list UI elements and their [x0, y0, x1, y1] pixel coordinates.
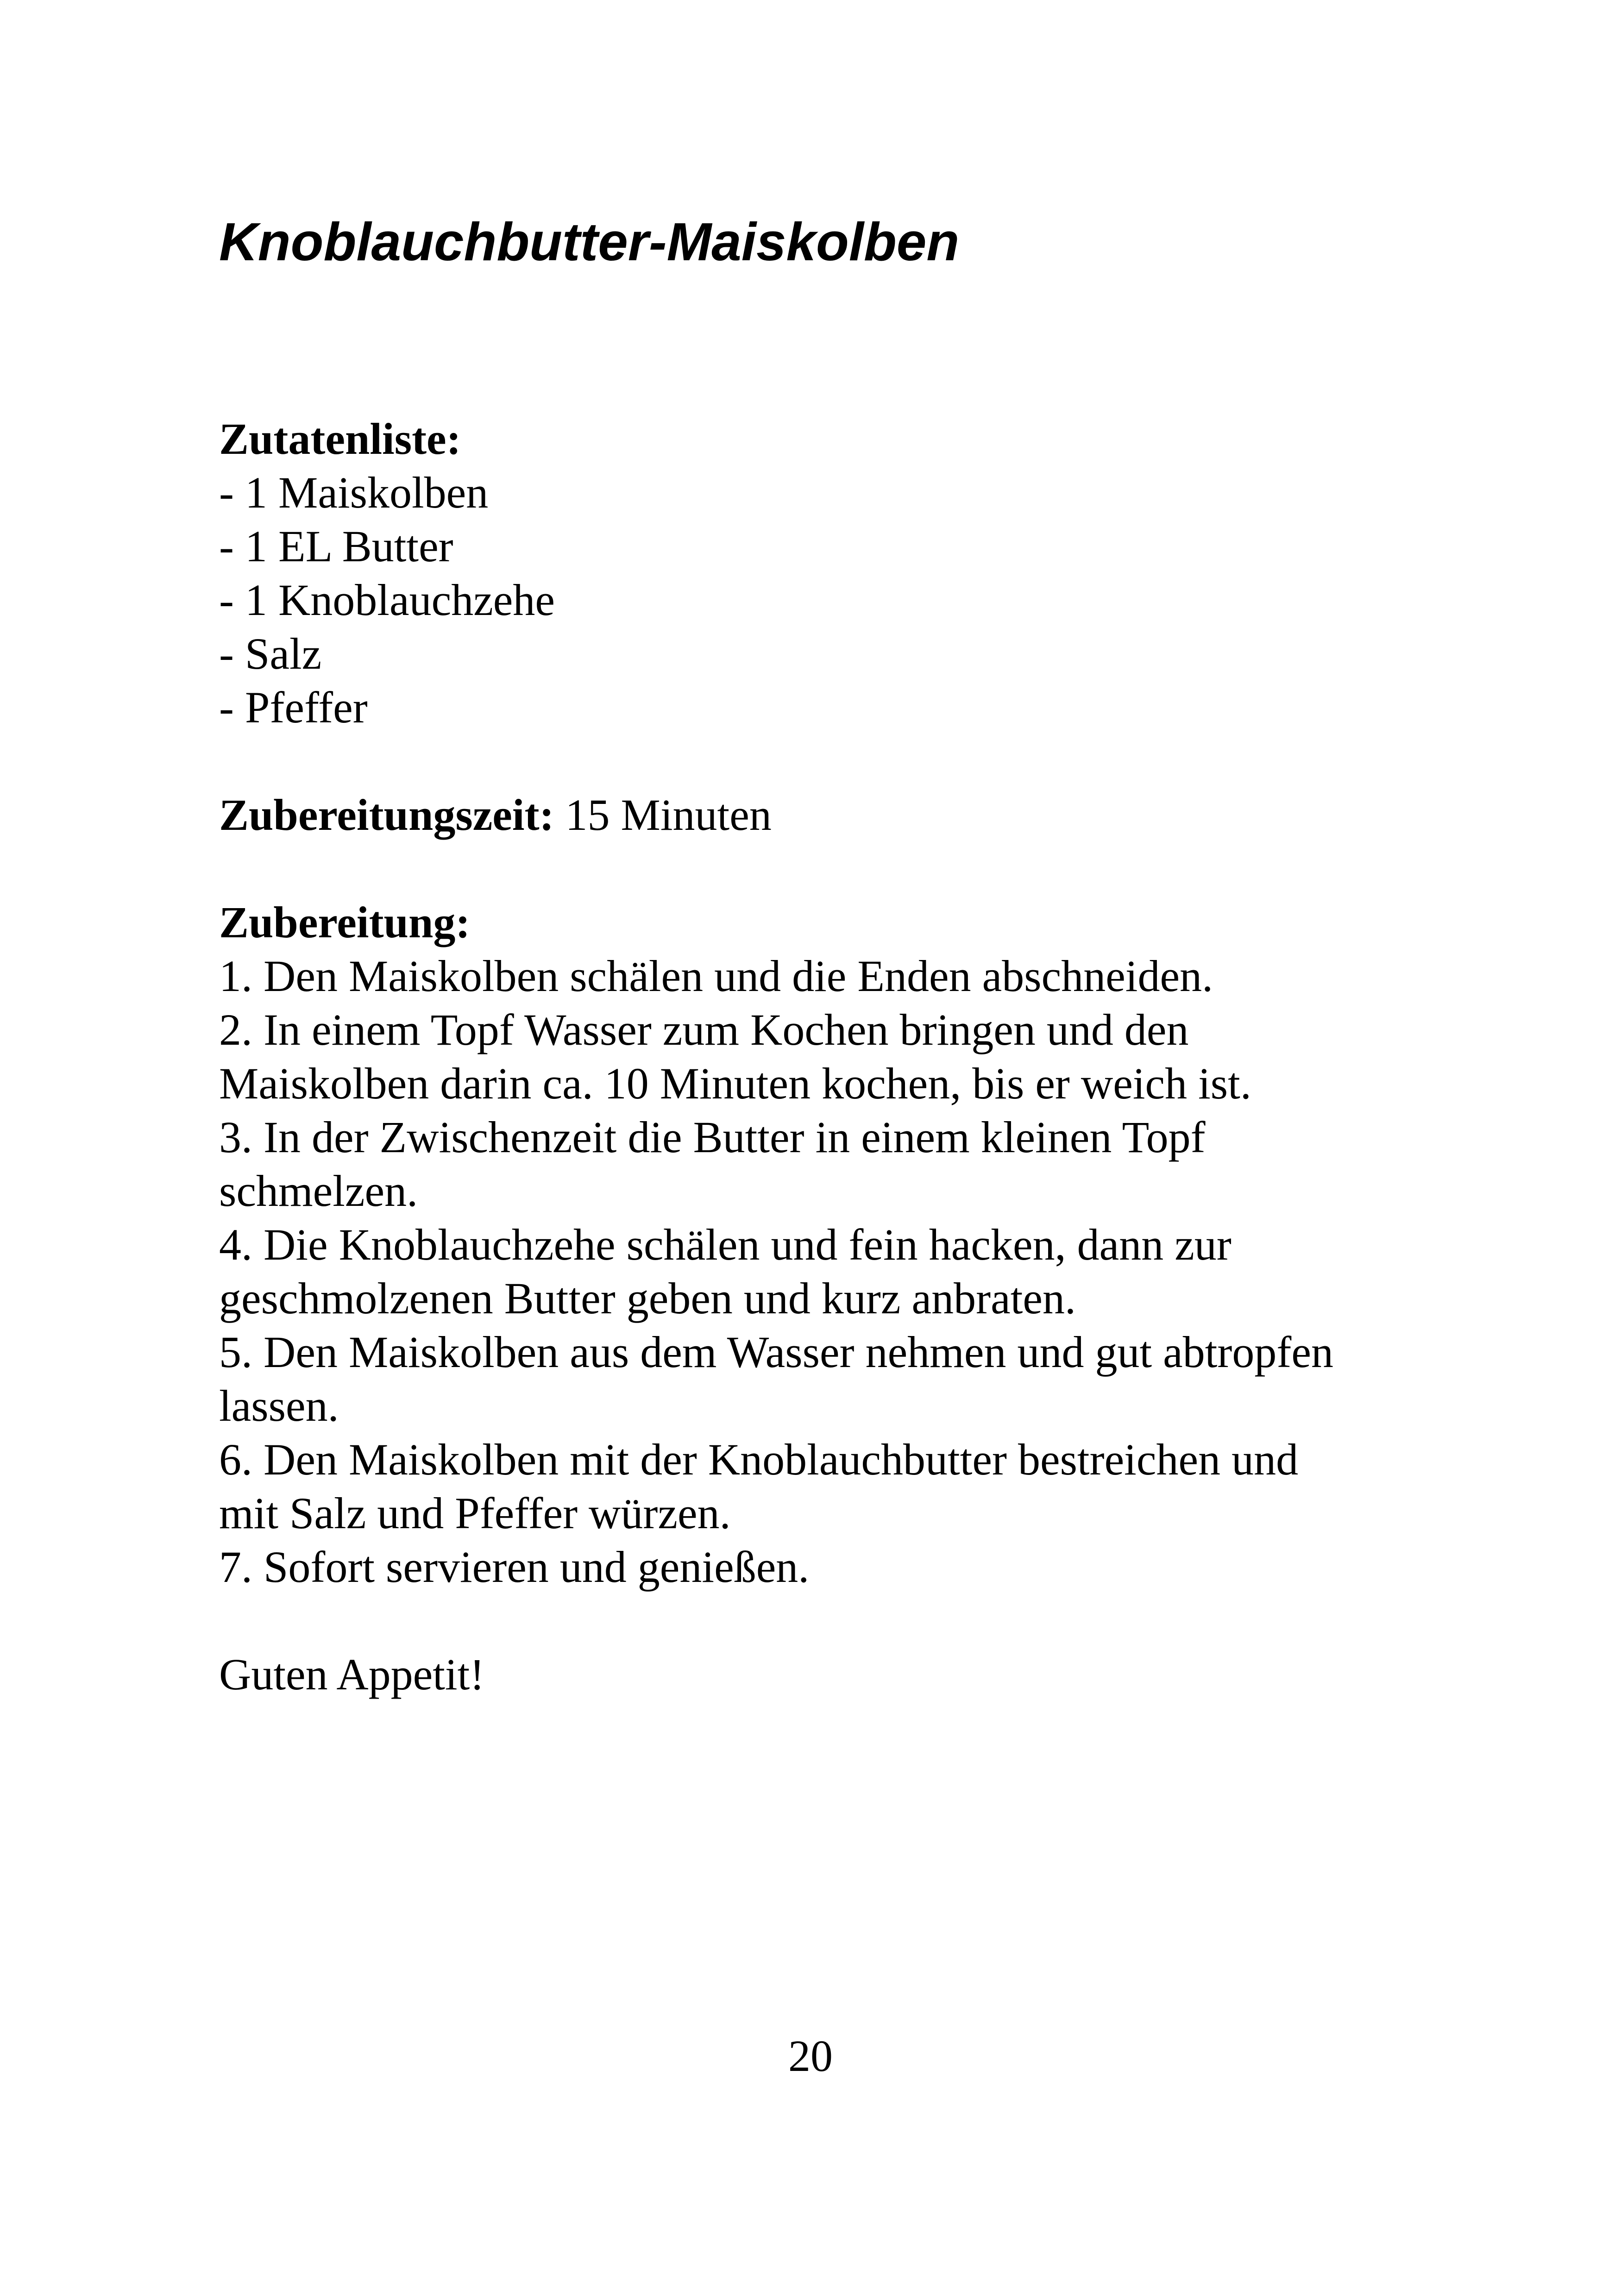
ingredient-item: - 1 Maiskolben	[219, 468, 489, 517]
preparation-line: mit Salz und Pfeffer würzen.	[219, 1488, 731, 1538]
preparation-line: Maiskolben darin ca. 10 Minuten kochen, bis er weich ist.	[219, 1059, 1251, 1108]
spacer	[219, 1594, 1423, 1648]
preparation-line: 5. Den Maiskolben aus dem Wasser nehmen und gut abtropfen	[219, 1327, 1333, 1377]
ingredients-heading: Zutatenliste:	[219, 414, 461, 464]
ingredient-item: - 1 EL Butter	[219, 521, 453, 571]
preparation-heading: Zubereitung:	[219, 897, 471, 947]
page-number: 20	[788, 2031, 833, 2081]
ingredient-item: - Pfeffer	[219, 683, 368, 732]
recipe-body	[219, 412, 1423, 1701]
prep-time-label: Zubereitungszeit:	[219, 790, 554, 840]
preparation-line: 6. Den Maiskolben mit der Knoblauchbutter bestreichen und	[219, 1435, 1299, 1484]
recipe-title: Knoblauchbutter-Maiskolben	[219, 212, 960, 272]
ingredient-item: - 1 Knoblauchzehe	[219, 575, 555, 625]
prep-time-value: 15 Minuten	[554, 790, 772, 840]
preparation-line: lassen.	[219, 1381, 339, 1430]
preparation-line: 7. Sofort servieren und genießen.	[219, 1542, 810, 1592]
ingredient-item: - Salz	[219, 629, 322, 678]
prep-time-line	[219, 788, 1423, 842]
preparation-line: 3. In der Zwischenzeit die Butter in einem kleinen Topf	[219, 1112, 1206, 1162]
preparation-line: 2. In einem Topf Wasser zum Kochen bringen und den	[219, 1005, 1189, 1054]
preparation-line: schmelzen.	[219, 1166, 418, 1216]
spacer	[219, 734, 1423, 788]
closing-text: Guten Appetit!	[219, 1650, 485, 1699]
spacer	[219, 842, 1423, 896]
preparation-line: 1. Den Maiskolben schälen und die Enden abschneiden.	[219, 951, 1213, 1001]
preparation-line: 4. Die Knoblauchzehe schälen und fein hacken, dann zur	[219, 1220, 1231, 1269]
preparation-line: geschmolzenen Butter geben und kurz anbraten.	[219, 1273, 1076, 1323]
